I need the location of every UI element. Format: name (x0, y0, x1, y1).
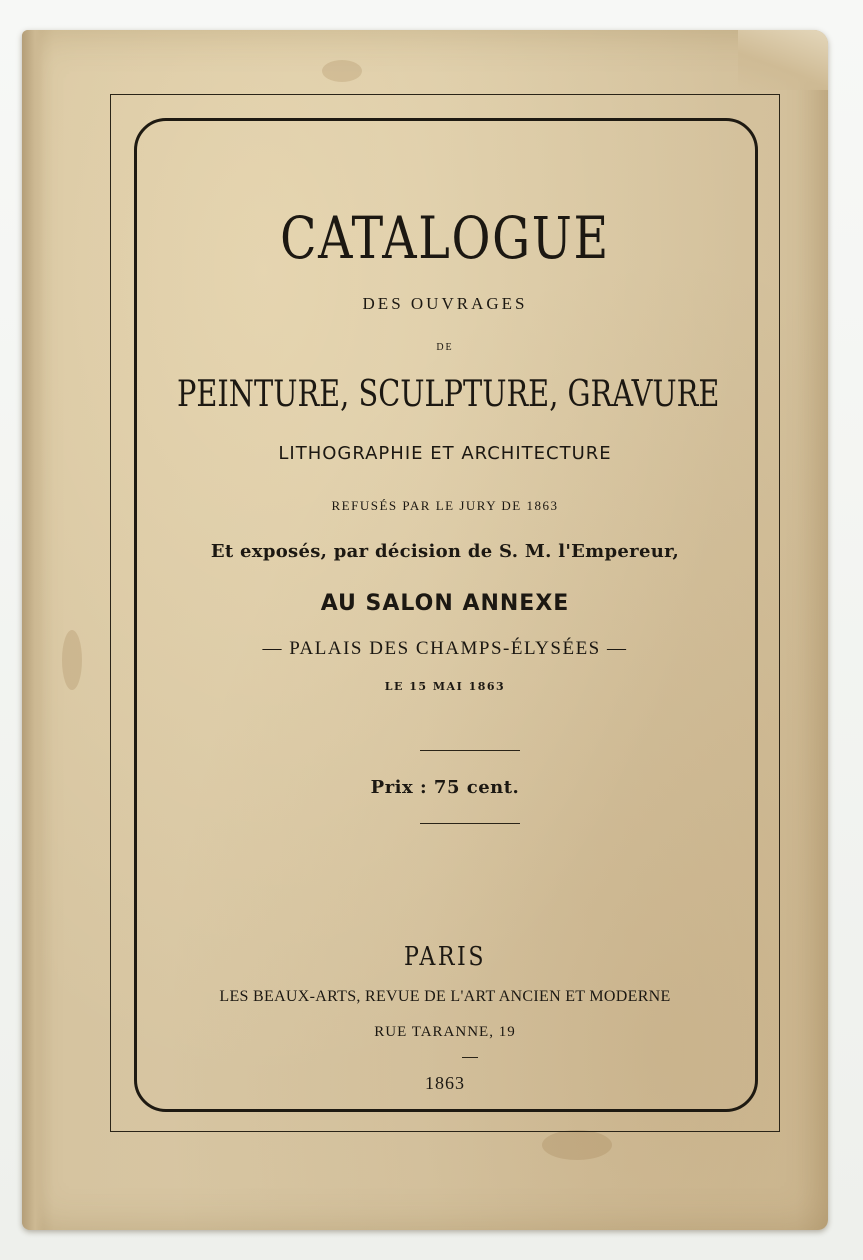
word-de: DE (436, 342, 454, 353)
opening-date: LE 15 MAI 1863 (384, 680, 506, 693)
foxing-stain (322, 60, 362, 82)
foxing-stain (542, 1130, 612, 1160)
refused-by-jury-line: REFUSÉS PAR LE JURY DE 1863 (331, 498, 559, 513)
year-separator-dash (462, 1057, 478, 1058)
publisher-address: RUE TARANNE, 19 (374, 1024, 516, 1040)
city-imprint: PARIS (403, 942, 487, 972)
price-label: Prix : 75 cent. (370, 777, 520, 798)
venue-line: — PALAIS DES CHAMPS-ÉLYSÉES — (262, 638, 628, 659)
exhibited-by-decision-line: Et exposés, par décision de S. M. l'Empereur, (210, 541, 680, 562)
booklet-spine (22, 30, 44, 1230)
booklet-cover (22, 30, 828, 1230)
disciplines-heading: PEINTURE, SCULPTURE, GRAVURE (177, 374, 720, 415)
price-rule-top (420, 750, 520, 751)
corner-fold (738, 30, 828, 90)
salon-annexe-heading: AU SALON ANNEXE (320, 591, 570, 616)
disciplines-subheading: LITHOGRAPHIE ET ARCHITECTURE (278, 443, 612, 464)
subtitle-des-ouvrages: DES OUVRAGES (362, 294, 528, 313)
catalogue-title: CATALOGUE (280, 204, 610, 272)
foxing-stain (62, 630, 82, 690)
price-rule-bottom (420, 823, 520, 824)
publisher-line: LES BEAUX-ARTS, REVUE DE L'ART ANCIEN ET MODERNE (219, 988, 671, 1005)
publication-year: 1863 (425, 1073, 465, 1093)
